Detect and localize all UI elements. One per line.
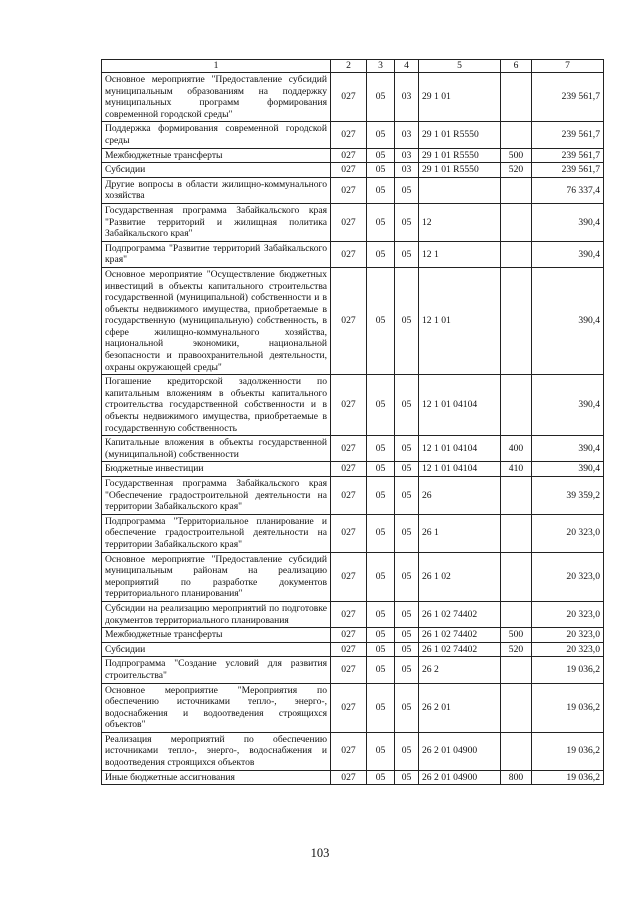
row-value-cell: 05 bbox=[367, 267, 395, 374]
row-value-cell: 027 bbox=[331, 732, 367, 770]
row-value-cell: 20 323,0 bbox=[532, 642, 604, 657]
row-value-cell: 05 bbox=[367, 642, 395, 657]
row-value-cell bbox=[501, 375, 532, 436]
table-row bbox=[102, 732, 604, 770]
row-value-cell: 39 359,2 bbox=[532, 477, 604, 515]
row-value-cell: 05 bbox=[395, 375, 419, 436]
row-value-cell bbox=[501, 73, 532, 122]
row-value-cell: 027 bbox=[331, 73, 367, 122]
row-value-cell bbox=[501, 732, 532, 770]
row-value-cell: 05 bbox=[367, 601, 395, 627]
table-row bbox=[102, 177, 604, 203]
row-value-cell: 05 bbox=[367, 657, 395, 683]
column-header: 2 bbox=[331, 60, 367, 73]
row-value-cell: 05 bbox=[395, 732, 419, 770]
row-value-cell: 520 bbox=[501, 163, 532, 178]
row-value-cell bbox=[501, 657, 532, 683]
row-value-cell: 20 323,0 bbox=[532, 552, 604, 601]
row-name-cell: Иные бюджетные ассигнования bbox=[102, 770, 331, 785]
row-value-cell: 027 bbox=[331, 477, 367, 515]
row-value-cell: 390,4 bbox=[532, 203, 604, 241]
row-value-cell: 05 bbox=[367, 73, 395, 122]
row-value-cell bbox=[501, 203, 532, 241]
row-name-cell: Реализация мероприятий по обеспечению источниками тепло-, энерго-, водоснабжения и водоотведения строящихся объектов bbox=[102, 732, 331, 770]
table-header-row bbox=[102, 60, 604, 73]
row-name-cell: Другие вопросы в области жилищно-коммунального хозяйства bbox=[102, 177, 331, 203]
table-row bbox=[102, 552, 604, 601]
row-value-cell: 26 2 01 04900 bbox=[419, 732, 501, 770]
row-value-cell: 027 bbox=[331, 657, 367, 683]
table-row bbox=[102, 683, 604, 732]
row-value-cell: 05 bbox=[367, 148, 395, 163]
row-value-cell: 05 bbox=[367, 462, 395, 477]
table-row bbox=[102, 122, 604, 148]
row-name-cell: Субсидии bbox=[102, 642, 331, 657]
row-value-cell: 027 bbox=[331, 436, 367, 462]
row-name-cell: Основное мероприятие "Мероприятия по обеспечению источниками тепло-, энерго-, водоснабжения и водоотведения строящихся объектов" bbox=[102, 683, 331, 732]
page-number: 103 bbox=[310, 846, 330, 860]
row-value-cell: 027 bbox=[331, 628, 367, 643]
row-value-cell bbox=[501, 601, 532, 627]
table-row bbox=[102, 375, 604, 436]
row-value-cell: 05 bbox=[395, 683, 419, 732]
row-name-cell: Капитальные вложения в объекты государственной (муниципальной) собственности bbox=[102, 436, 331, 462]
row-value-cell: 05 bbox=[367, 477, 395, 515]
row-value-cell: 05 bbox=[367, 436, 395, 462]
table-row bbox=[102, 770, 604, 785]
row-value-cell: 390,4 bbox=[532, 436, 604, 462]
table-row bbox=[102, 73, 604, 122]
row-value-cell bbox=[501, 122, 532, 148]
row-value-cell: 027 bbox=[331, 267, 367, 374]
row-value-cell: 26 2 01 04900 bbox=[419, 770, 501, 785]
table-row bbox=[102, 628, 604, 643]
row-value-cell: 520 bbox=[501, 642, 532, 657]
table-row bbox=[102, 148, 604, 163]
table-row bbox=[102, 462, 604, 477]
row-value-cell: 05 bbox=[367, 203, 395, 241]
row-name-cell: Межбюджетные трансферты bbox=[102, 148, 331, 163]
row-value-cell: 03 bbox=[395, 122, 419, 148]
row-value-cell: 19 036,2 bbox=[532, 683, 604, 732]
row-value-cell: 390,4 bbox=[532, 462, 604, 477]
column-header: 5 bbox=[419, 60, 501, 73]
row-name-cell: Государственная программа Забайкальского края "Обеспечение градостроительной деятельности на территории Забайкальского края" bbox=[102, 477, 331, 515]
row-value-cell: 239 561,7 bbox=[532, 148, 604, 163]
row-value-cell: 027 bbox=[331, 601, 367, 627]
row-value-cell: 05 bbox=[367, 177, 395, 203]
row-value-cell: 390,4 bbox=[532, 241, 604, 267]
row-value-cell: 05 bbox=[395, 628, 419, 643]
row-value-cell bbox=[501, 177, 532, 203]
row-value-cell: 800 bbox=[501, 770, 532, 785]
row-value-cell bbox=[501, 241, 532, 267]
row-value-cell: 027 bbox=[331, 552, 367, 601]
row-value-cell: 05 bbox=[367, 241, 395, 267]
row-value-cell: 390,4 bbox=[532, 375, 604, 436]
row-value-cell: 26 1 bbox=[419, 514, 501, 552]
row-name-cell: Основное мероприятие "Осуществление бюджетных инвестиций в объекты капитального строительства государственной (муниципальной) собственности и в объекты недвижимого имущества, приобретаемые в государственную (муниципальную) собственность, в сфере жилищно-коммунального хозяйства, национальной экономики, национальной безопасности и правоохранительной деятельности, охраны окружающей среды" bbox=[102, 267, 331, 374]
row-value-cell: 26 1 02 74402 bbox=[419, 628, 501, 643]
row-value-cell: 26 1 02 74402 bbox=[419, 601, 501, 627]
row-value-cell: 05 bbox=[395, 241, 419, 267]
row-value-cell: 05 bbox=[367, 122, 395, 148]
row-value-cell: 29 1 01 R5550 bbox=[419, 148, 501, 163]
row-value-cell: 03 bbox=[395, 148, 419, 163]
row-value-cell bbox=[501, 477, 532, 515]
row-value-cell: 400 bbox=[501, 436, 532, 462]
row-value-cell: 390,4 bbox=[532, 267, 604, 374]
column-header: 1 bbox=[102, 60, 331, 73]
row-value-cell: 19 036,2 bbox=[532, 732, 604, 770]
row-value-cell: 03 bbox=[395, 73, 419, 122]
row-value-cell bbox=[501, 267, 532, 374]
row-value-cell: 05 bbox=[395, 770, 419, 785]
table-row bbox=[102, 436, 604, 462]
row-value-cell: 12 bbox=[419, 203, 501, 241]
table-row bbox=[102, 514, 604, 552]
row-value-cell: 12 1 01 04104 bbox=[419, 462, 501, 477]
row-value-cell: 500 bbox=[501, 148, 532, 163]
row-value-cell: 05 bbox=[367, 552, 395, 601]
row-value-cell: 19 036,2 bbox=[532, 770, 604, 785]
row-value-cell: 05 bbox=[367, 732, 395, 770]
row-value-cell: 05 bbox=[395, 552, 419, 601]
row-name-cell: Основное мероприятие "Предоставление субсидий муниципальным образованиям на поддержку муниципальных программ формирования современной городской среды" bbox=[102, 73, 331, 122]
row-value-cell: 05 bbox=[395, 657, 419, 683]
row-value-cell: 239 561,7 bbox=[532, 122, 604, 148]
row-value-cell: 20 323,0 bbox=[532, 601, 604, 627]
column-header: 7 bbox=[532, 60, 604, 73]
row-value-cell: 12 1 01 04104 bbox=[419, 375, 501, 436]
row-value-cell: 26 2 bbox=[419, 657, 501, 683]
row-value-cell: 027 bbox=[331, 177, 367, 203]
row-value-cell: 05 bbox=[395, 601, 419, 627]
row-name-cell: Субсидии bbox=[102, 163, 331, 178]
table-row bbox=[102, 203, 604, 241]
row-value-cell: 027 bbox=[331, 462, 367, 477]
row-value-cell: 26 bbox=[419, 477, 501, 515]
table-row bbox=[102, 267, 604, 374]
row-name-cell: Основное мероприятие "Предоставление субсидий муниципальным районам на реализацию мероприятий по разработке документов территориального планирования" bbox=[102, 552, 331, 601]
column-header: 6 bbox=[501, 60, 532, 73]
row-value-cell: 239 561,7 bbox=[532, 163, 604, 178]
row-value-cell bbox=[419, 177, 501, 203]
row-name-cell: Межбюджетные трансферты bbox=[102, 628, 331, 643]
row-value-cell: 500 bbox=[501, 628, 532, 643]
row-value-cell: 20 323,0 bbox=[532, 628, 604, 643]
row-name-cell: Субсидии на реализацию мероприятий по подготовке документов территориального планирования bbox=[102, 601, 331, 627]
row-value-cell: 05 bbox=[367, 628, 395, 643]
row-value-cell: 239 561,7 bbox=[532, 73, 604, 122]
row-value-cell: 027 bbox=[331, 683, 367, 732]
row-value-cell: 027 bbox=[331, 241, 367, 267]
row-value-cell: 12 1 bbox=[419, 241, 501, 267]
row-value-cell: 05 bbox=[367, 514, 395, 552]
row-value-cell: 027 bbox=[331, 642, 367, 657]
row-value-cell: 26 1 02 bbox=[419, 552, 501, 601]
row-value-cell: 027 bbox=[331, 148, 367, 163]
row-value-cell: 29 1 01 R5550 bbox=[419, 163, 501, 178]
budget-table bbox=[101, 59, 604, 785]
row-value-cell: 027 bbox=[331, 203, 367, 241]
row-value-cell: 05 bbox=[395, 436, 419, 462]
row-value-cell: 20 323,0 bbox=[532, 514, 604, 552]
row-value-cell: 05 bbox=[395, 477, 419, 515]
row-value-cell: 027 bbox=[331, 514, 367, 552]
row-value-cell: 19 036,2 bbox=[532, 657, 604, 683]
row-value-cell: 05 bbox=[395, 642, 419, 657]
row-name-cell: Бюджетные инвестиции bbox=[102, 462, 331, 477]
row-name-cell: Подпрограмма "Создание условий для развития строительства" bbox=[102, 657, 331, 683]
row-value-cell: 05 bbox=[395, 514, 419, 552]
row-name-cell: Погашение кредиторской задолженности по капитальным вложениям в объекты капитального строительства государственной собственности и в объекты недвижимого имущества, приобретаемые в государственную собственность bbox=[102, 375, 331, 436]
row-value-cell: 027 bbox=[331, 375, 367, 436]
row-value-cell: 12 1 01 bbox=[419, 267, 501, 374]
row-value-cell: 26 1 02 74402 bbox=[419, 642, 501, 657]
row-value-cell: 29 1 01 R5550 bbox=[419, 122, 501, 148]
table-row bbox=[102, 642, 604, 657]
row-value-cell: 410 bbox=[501, 462, 532, 477]
row-value-cell: 05 bbox=[367, 163, 395, 178]
row-name-cell: Поддержка формирования современной городской среды bbox=[102, 122, 331, 148]
row-value-cell: 05 bbox=[395, 267, 419, 374]
row-value-cell: 05 bbox=[367, 683, 395, 732]
row-value-cell: 12 1 01 04104 bbox=[419, 436, 501, 462]
row-value-cell: 03 bbox=[395, 163, 419, 178]
row-name-cell: Подпрограмма "Развитие территорий Забайкальского края" bbox=[102, 241, 331, 267]
row-value-cell bbox=[501, 552, 532, 601]
row-value-cell: 05 bbox=[367, 375, 395, 436]
row-value-cell: 027 bbox=[331, 163, 367, 178]
row-value-cell bbox=[501, 514, 532, 552]
row-value-cell: 29 1 01 bbox=[419, 73, 501, 122]
row-name-cell: Подпрограмма "Территориальное планирование и обеспечение градостроительной деятельности на территории Забайкальского края" bbox=[102, 514, 331, 552]
table-row bbox=[102, 241, 604, 267]
row-value-cell: 05 bbox=[395, 203, 419, 241]
table-row bbox=[102, 477, 604, 515]
row-value-cell: 027 bbox=[331, 770, 367, 785]
row-name-cell: Государственная программа Забайкальского края "Развитие территорий и жилищная политика Забайкальского края" bbox=[102, 203, 331, 241]
table-row bbox=[102, 163, 604, 178]
row-value-cell: 027 bbox=[331, 122, 367, 148]
row-value-cell: 05 bbox=[395, 177, 419, 203]
row-value-cell: 26 2 01 bbox=[419, 683, 501, 732]
row-value-cell: 05 bbox=[395, 462, 419, 477]
row-value-cell: 76 337,4 bbox=[532, 177, 604, 203]
row-value-cell bbox=[501, 683, 532, 732]
table-row bbox=[102, 657, 604, 683]
column-header: 3 bbox=[367, 60, 395, 73]
column-header: 4 bbox=[395, 60, 419, 73]
table-row bbox=[102, 601, 604, 627]
row-value-cell: 05 bbox=[367, 770, 395, 785]
